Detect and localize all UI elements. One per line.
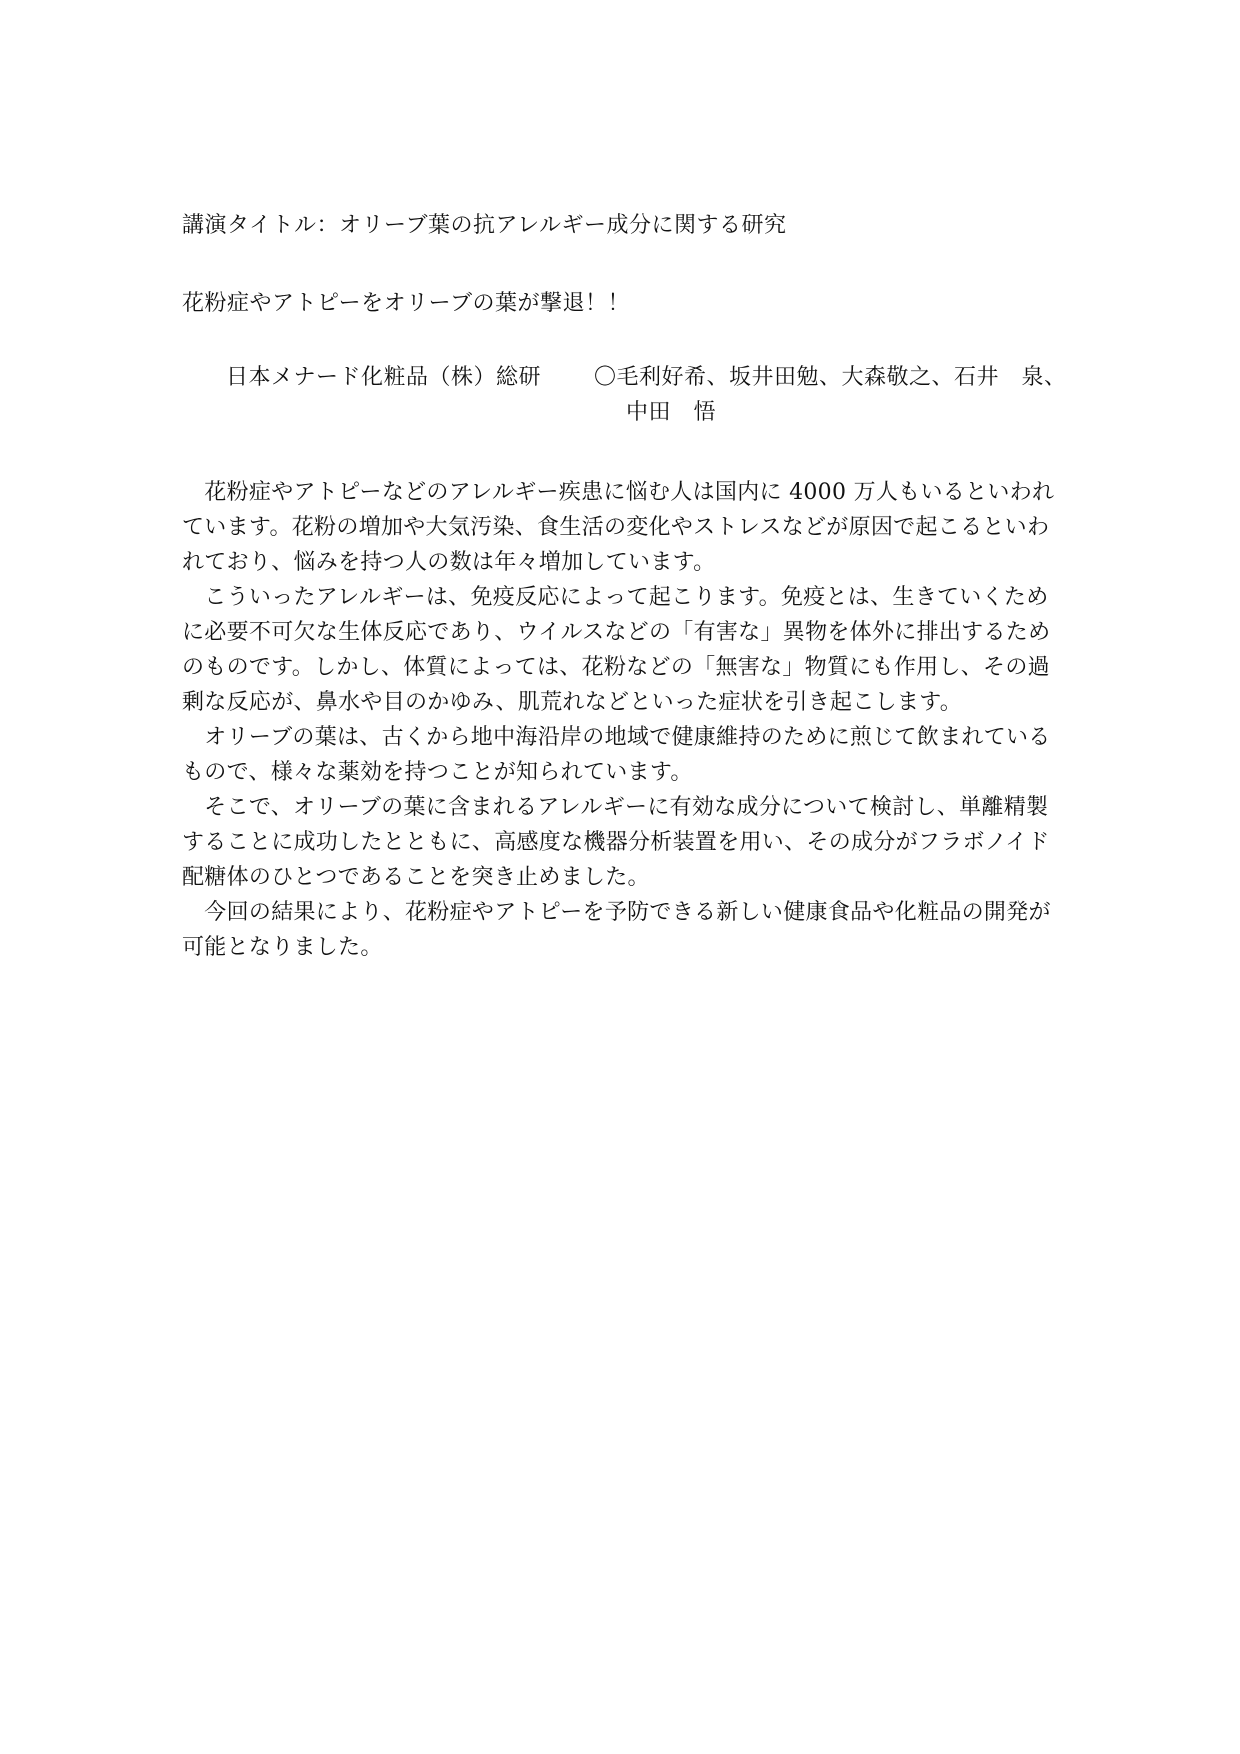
authors-line-1: 〇毛利好希、坂井田勉、大森敬之、石井 泉、 bbox=[594, 365, 1067, 390]
body-line: ています。花粉の増加や大気汚染、食生活の変化やストレスなどが原因で起こるといわ bbox=[182, 515, 1050, 540]
body-line: のものです。しかし、体質によっては、花粉などの「無害な」物質にも作用し、その過 bbox=[182, 655, 1050, 680]
headline: 花粉症やアトピーをオリーブの葉が撃退！！ bbox=[182, 291, 631, 316]
affiliation: 日本メナード化粧品（株）総研 bbox=[226, 365, 542, 390]
body-line: 今回の結果により、花粉症やアトピーを予防できる新しい健康食品や化粧品の開発が bbox=[182, 900, 1051, 925]
body-line: れており、悩みを持つ人の数は年々増加しています。 bbox=[182, 550, 716, 575]
body-text bbox=[182, 475, 1062, 965]
body-line: そこで、オリーブの葉に含まれるアレルギーに有効な成分について検討し、単離精製 bbox=[182, 795, 1049, 820]
body-line: 可能となりました。 bbox=[182, 935, 383, 960]
authors-line-2: 中田 悟 bbox=[626, 400, 717, 425]
body-line: 花粉症やアトピーなどのアレルギー疾患に悩む人は国内に 4000 万人もいるといわれ bbox=[182, 480, 1055, 505]
body-line: こういったアレルギーは、免疫反応によって起こります。免疫とは、生きていくため bbox=[182, 585, 1049, 610]
lecture-title: 講演タイトル：オリーブ葉の抗アレルギー成分に関する研究 bbox=[182, 213, 787, 238]
body-line: 配糖体のひとつであることを突き止めました。 bbox=[182, 865, 650, 890]
body-line: することに成功したとともに、高感度な機器分析装置を用い、その成分がフラボノイド bbox=[182, 830, 1050, 855]
body-line: もので、様々な薬効を持つことが知られています。 bbox=[182, 760, 693, 785]
body-line: オリーブの葉は、古くから地中海沿岸の地域で健康維持のために煎じて飲まれている bbox=[182, 725, 1051, 750]
body-line: に必要不可欠な生体反応であり、ウイルスなどの「有害な」異物を体外に排出するため bbox=[182, 620, 1051, 645]
body-line: 剰な反応が、鼻水や目のかゆみ、肌荒れなどといった症状を引き起こします。 bbox=[182, 690, 963, 715]
